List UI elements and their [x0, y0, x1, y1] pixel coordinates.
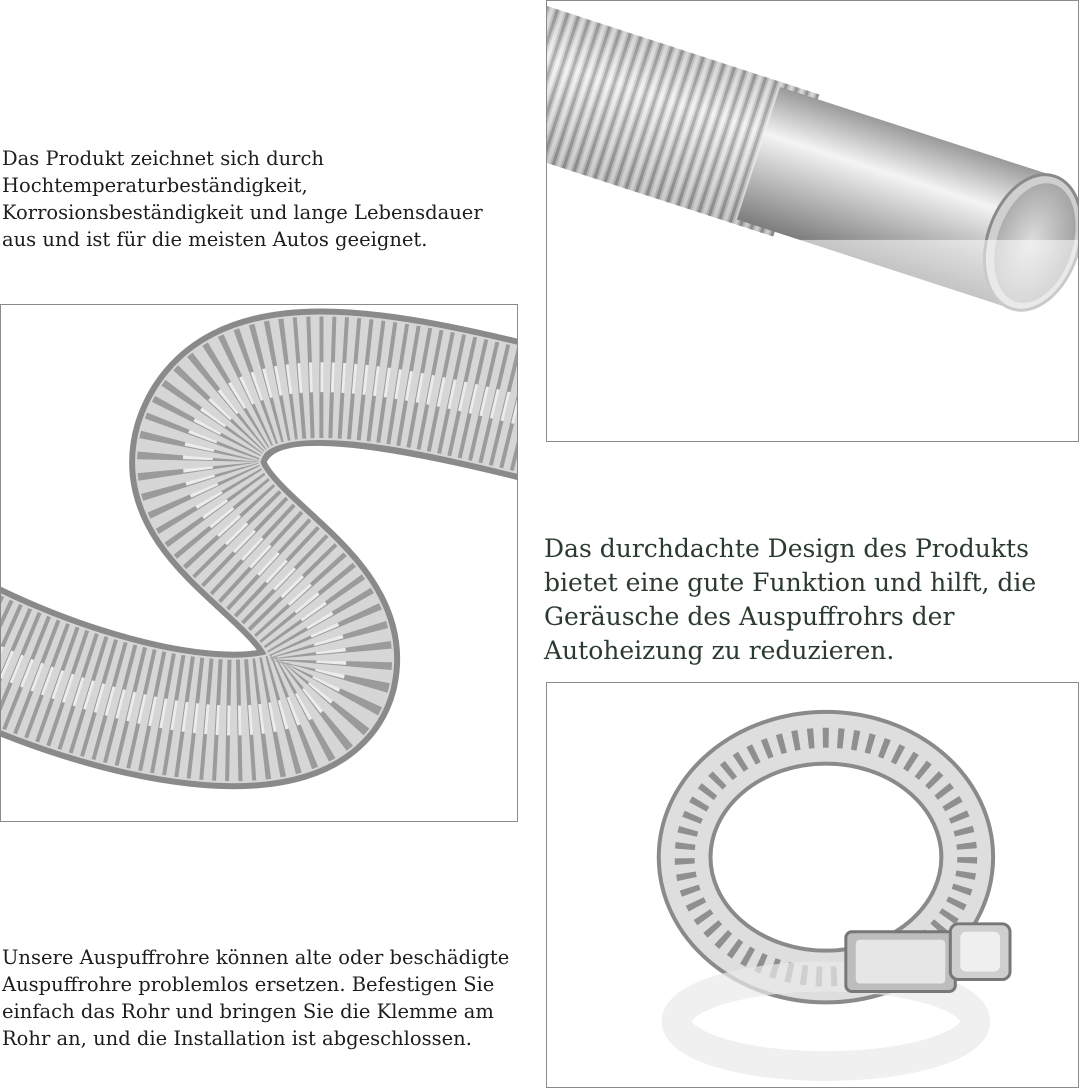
- text-line: Auspuffrohre problemlos ersetzen. Befestigen Sie: [2, 973, 495, 996]
- hose-clamp-image: [546, 682, 1079, 1088]
- description-design: [544, 532, 1074, 668]
- text-line: Korrosionsbeständigkeit und lange Lebensdauer: [2, 201, 483, 224]
- description-durability: [2, 145, 537, 253]
- text-line: Rohr an, und die Installation ist abgeschlossen.: [2, 1027, 472, 1050]
- text-line: Unsere Auspuffrohre können alte oder beschädigte: [2, 946, 510, 969]
- flexible-pipe-image: [0, 304, 518, 822]
- pipe-end-illustration: [547, 1, 1078, 441]
- text-line: bietet eine gute Funktion und hilft, die: [544, 568, 1037, 597]
- text-line: Das durchdachte Design des Produkts: [544, 534, 1029, 563]
- pipe-end-image: [546, 0, 1079, 442]
- text-line: Hochtemperaturbeständigkeit,: [2, 174, 308, 197]
- description-installation: [2, 944, 547, 1052]
- text-line: Autoheizung zu reduzieren.: [544, 636, 895, 665]
- text-line: Geräusche des Auspuffrohrs der: [544, 602, 955, 631]
- text-line: aus und ist für die meisten Autos geeignet.: [2, 228, 428, 251]
- text-line: einfach das Rohr und bringen Sie die Klemme am: [2, 1000, 494, 1023]
- text-line: Das Produkt zeichnet sich durch: [2, 147, 324, 170]
- hose-clamp-illustration: [547, 683, 1078, 1087]
- flexible-pipe-illustration: [1, 305, 517, 821]
